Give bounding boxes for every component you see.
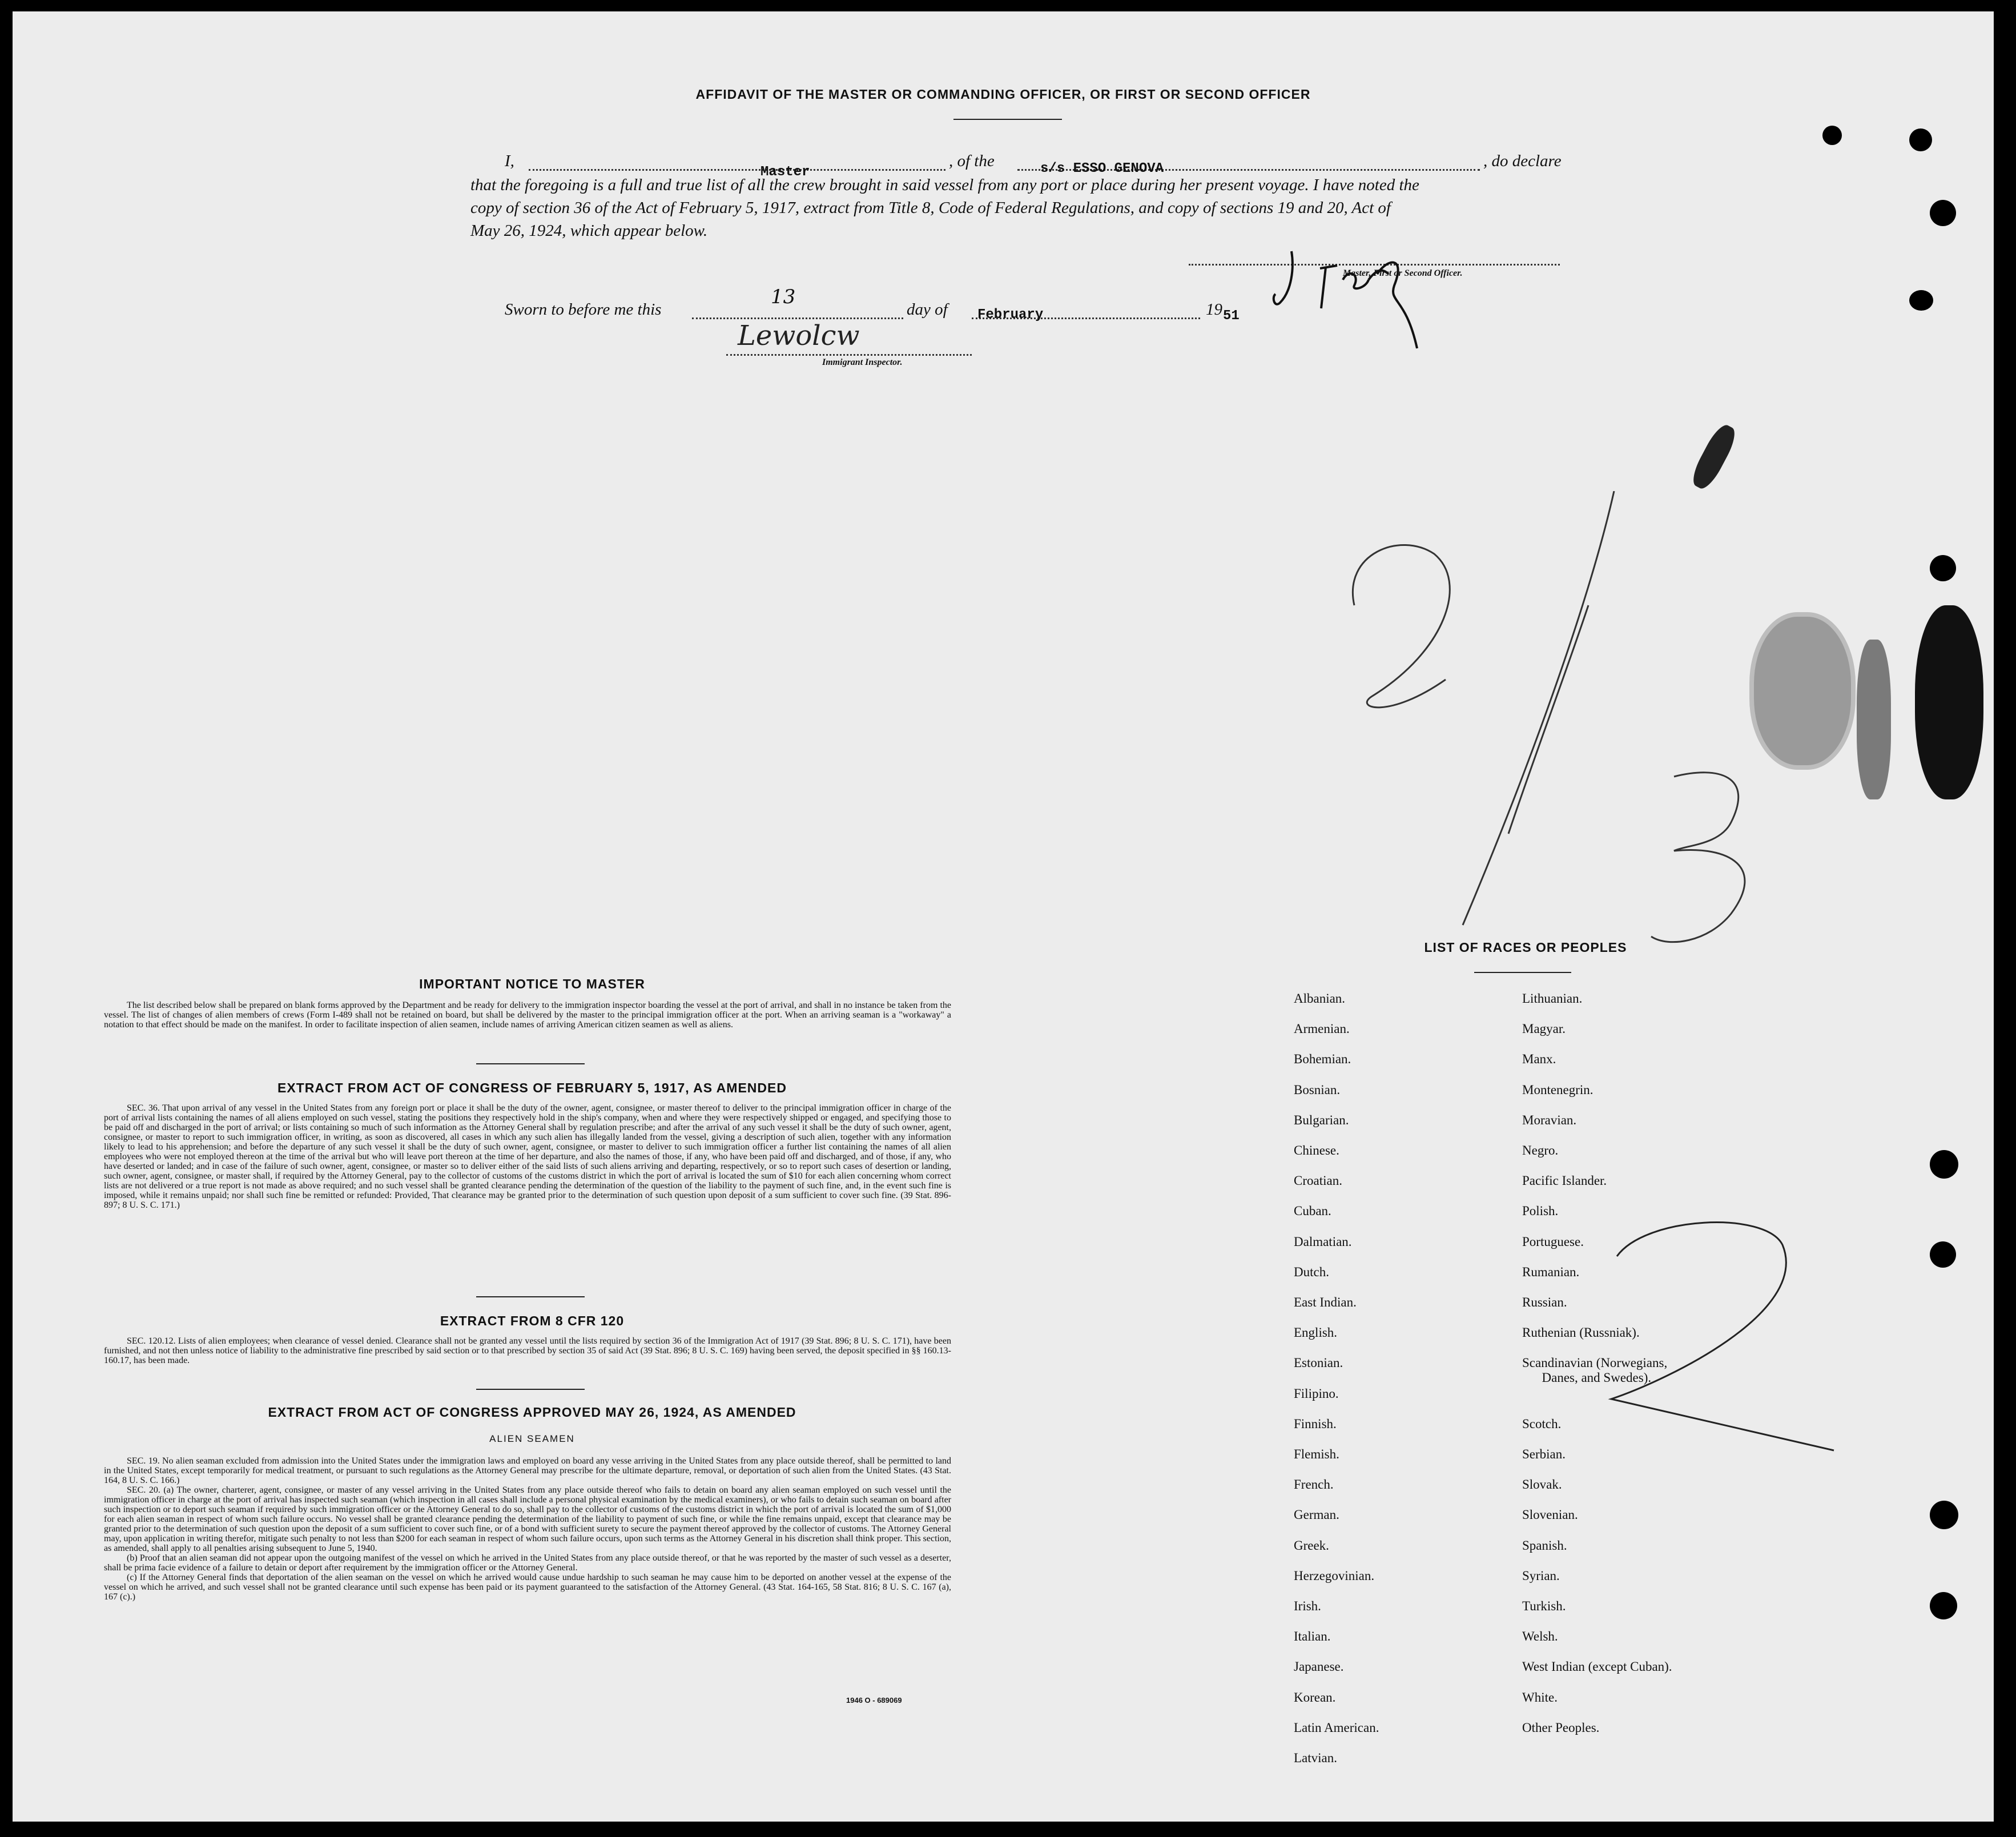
title-rule xyxy=(953,119,1062,120)
race-item: English. xyxy=(1294,1325,1338,1340)
extract-cfr-body: SEC. 120.12. Lists of alien employees; when clearance of vessel denied. Clearance shall not be granted any vessel until the lists required by section 36 of the Immigration Act of 1917 (39 Stat. 896; 8 U. S. C. 171), have been furnished, and not then unless notice of liability to the administrative fine prescribed by said section or to that prescribed by section 35 of said Act (39 Stat. 896; 8 U. S. C. 169) having been served, the deposit specified in §§ 160.13-160.17, has been made. xyxy=(104,1336,951,1365)
handwritten-date-text xyxy=(1326,525,1327,526)
race-item: Portuguese. xyxy=(1522,1234,1584,1249)
race-item: Albanian. xyxy=(1294,991,1346,1006)
punch-hole xyxy=(1930,1241,1956,1268)
punch-hole xyxy=(1930,1501,1958,1529)
race-item: Ruthenian (Russniak). xyxy=(1522,1325,1640,1340)
race-item: Scandinavian (Norwegians, Danes, and Swedes). xyxy=(1522,1356,1668,1385)
extract1924-subheading: ALIEN SEAMEN xyxy=(489,1433,575,1444)
race-item: Dalmatian. xyxy=(1294,1234,1352,1249)
section-rule xyxy=(476,1296,585,1297)
ink-smudge xyxy=(1688,421,1740,493)
section-rule xyxy=(476,1063,585,1064)
extract1924-body xyxy=(104,1456,951,1602)
affidavit-line3: copy of section 36 of the Act of February 5, 1917, extract from Title 8, Code of Federal Regulations, and copy of sections 19 and 20, Act of xyxy=(470,199,1391,217)
race-item: Welsh. xyxy=(1522,1629,1558,1644)
hole-mark xyxy=(1909,290,1933,311)
race-item: Rumanian. xyxy=(1522,1264,1580,1279)
sworn-prefix: Sworn to before me this xyxy=(505,300,662,319)
notice-body: The list described below shall be prepared on blank forms approved by the Department and be ready for delivery to the immigration inspector boarding the vessel at the port of arrival, and shall in no instance be taken from the vessel. The list of changes of alien members of crews (Form I-489 shall not be retained on board, but shall be delivered by the master to the principal immigration officer at the port. When an arriving seaman is a "workaway" a notation to that effect should be made on the manifest. In order to facilitate inspection of alien seamen, include names of arriving American citizen seamen as well as aliens. xyxy=(104,1000,951,1030)
inspector-signature: Lewolcw xyxy=(738,320,860,352)
print-code: 1946 O - 689069 xyxy=(846,1696,902,1705)
race-item: Cuban. xyxy=(1294,1204,1331,1219)
race-item: Croatian. xyxy=(1294,1173,1342,1188)
race-item: Magyar. xyxy=(1522,1022,1566,1036)
race-item: East Indian. xyxy=(1294,1295,1357,1309)
seal-mark xyxy=(1857,640,1891,799)
inspector-label: Immigrant Inspector. xyxy=(822,357,903,367)
extract-cfr-heading: EXTRACT FROM 8 CFR 120 xyxy=(440,1313,625,1328)
race-item: Bosnian. xyxy=(1294,1082,1341,1097)
race-item: Spanish. xyxy=(1522,1538,1567,1553)
race-item: Turkish. xyxy=(1522,1599,1566,1613)
race-item: Dutch. xyxy=(1294,1264,1329,1279)
name-blank xyxy=(529,169,945,171)
race-item: Latvian. xyxy=(1294,1751,1337,1765)
day-blank xyxy=(692,317,903,319)
punch-hole xyxy=(1930,555,1956,581)
race-item: Filipino. xyxy=(1294,1386,1339,1401)
vessel-value: s/s ESSO GENOVA xyxy=(1040,161,1164,176)
race-item: Finnish. xyxy=(1294,1416,1337,1431)
race-item: Montenegrin. xyxy=(1522,1082,1594,1097)
race-item: Italian. xyxy=(1294,1629,1331,1644)
punch-hole xyxy=(1930,200,1956,226)
affidavit-line2: that the foregoing is a full and true list of all the crew brought in said vessel from any port or place during her present voyage. I have noted the xyxy=(470,176,1419,194)
year-prefix: 19 xyxy=(1206,300,1222,319)
race-item: Syrian. xyxy=(1522,1568,1560,1583)
race-item: Slovenian. xyxy=(1522,1508,1578,1522)
sec20c-text: (c) If the Attorney General finds that deportation of the alien seaman on the vessel on which he arrived would cause undue hardship to such seaman he may cause him to be deported on another vessel at the expense of the vessel on which he arrived, and such vessel shall not be granted clearance until such expense has been paid or its payment guaranteed to the satisfaction of the Attorney General. (43 Stat. 164-165, 58 Stat. 816; 8 U. S. C. 167 (a), 167 (c).) xyxy=(104,1573,951,1602)
handwritten-date xyxy=(1320,491,1788,982)
sec20a-text: SEC. 20. (a) The owner, charterer, agent, consignee, or master of any vessel arriving in the United States from any place outside thereof who fails to detain on board any alien seaman employed on such vessel until the immigration officer in charge at the port of arrival has inspected such seaman (which inspection in all cases shall include a personal physical examination by the medical examiners), or who fails to detain such seaman on board after such inspection or to deport such seaman if required by such immigration officer or the Attorney General to do so, shall pay to the collector of customs of the customs district in which the port of arrival is located the sum of $1,000 for each alien seaman in respect of whom such failure occurs. No vessel shall be granted clearance pending the determination of the liability to payment of such fine, or while the fine remains unpaid, except that clearance may be granted prior to the determination of such question upon the deposit of a sum sufficient to cover such fine, or of a bond with sufficient surety to secure the payment thereof approved by the collector of customs. The Attorney General may, upon application in writing therefor, mitigate such penalty to not less than $200 for each seaman in respect of whom such failure occurs, upon such terms as the Attorney General in his discretion shall think proper. This section, as amended, shall apply to all penalties arising subsequent to June 5, 1940. xyxy=(104,1485,951,1553)
extract1924-heading: EXTRACT FROM ACT OF CONGRESS APPROVED MAY 26, 1924, AS AMENDED xyxy=(268,1405,796,1420)
master-signature xyxy=(1269,234,1486,371)
affidavit-line4: May 26, 1924, which appear below. xyxy=(470,222,708,240)
affidavit-line1-mid: , of the xyxy=(949,152,995,170)
notice-heading: IMPORTANT NOTICE TO MASTER xyxy=(419,976,645,991)
race-item: Herzegovinian. xyxy=(1294,1568,1375,1583)
sec19-text: SEC. 19. No alien seaman excluded from admission into the United States under the immigration laws and employed on board any vesse arriving in the United States from any place outside thereof, shall be permitted to land in the United States, except temporarily for medical treatment, or pursuant to such regulations as the Attorney General may prescribe for the ultimate departure, removal, or deportation of such alien from the United States. (43 Stat. 164, 8 U. S. C. 166.) xyxy=(104,1456,951,1485)
race-item: German. xyxy=(1294,1508,1339,1522)
sworn-month: February xyxy=(977,307,1044,323)
race-item: Bohemian. xyxy=(1294,1052,1351,1067)
race-item: Japanese. xyxy=(1294,1659,1344,1674)
day-of-label: day of xyxy=(907,300,948,319)
wax-seal xyxy=(1915,605,1983,799)
race-item: Pacific Islander. xyxy=(1522,1173,1607,1188)
race-item: Russian. xyxy=(1522,1295,1567,1309)
race-item: Latin American. xyxy=(1294,1720,1379,1735)
race-item: West Indian (except Cuban). xyxy=(1522,1659,1672,1674)
document-page xyxy=(13,11,1994,1822)
race-item: Korean. xyxy=(1294,1690,1336,1705)
race-item: Polish. xyxy=(1522,1204,1559,1219)
race-item: Moravian. xyxy=(1522,1112,1577,1127)
punch-hole xyxy=(1930,1592,1957,1619)
race-item: Chinese. xyxy=(1294,1143,1339,1157)
extract1917-body: SEC. 36. That upon arrival of any vessel in the United States from any foreign port or place it shall be the duty of the owner, agent, consignee, or master thereof to deliver to the principal immigration officer in charge of the port of arrival lists containing the names of all aliens employed on such vessel, stating the positions they respectively hold in the ship's company, when and where they were respectively shipped or engaged, and specifying those to be paid off and discharged in the port of arrival; or lists containing so much of such information as the Attorney General shall by regulation prescribe; and after the arrival of any such vessel it shall be the duty of such owner, agent, consignee, or master to report to such immigration officer, in writing, as soon as discovered, all cases in which any such alien has illegally landed from the vessel, giving a description of such alien, together with any information likely to lead to his apprehension; and before the departure of any such vessel it shall be the duty of such owner, agent, consignee, or master to deliver to such immigration officer a further list containing the names of all alien employees who were not employed thereon at the time of the arrival but who will leave port thereon at the time of her departure, and also the names of those, if any, who have been paid off and discharged, and of those, if any, who have deserted or landed; and in case of the failure of such owner, agent, consignee, or master so to deliver either of the said lists of such aliens arriving and departing, respectively, or so to report such cases of desertion or landing, such owner, agent, consignee, or master shall, if required by the Attorney General, pay to the collector of customs of the customs district in which the port of arrival is located the sum of $10 for each alien concerning whom correct lists are not delivered or a true report is not made as above required; and no such vessel shall be granted clearance pending the determination of the question of the liability to the payment of such fine, and, in the event such fine is imposed, while it remains unpaid; nor shall such fine be remitted or refunded: Provided, That clearance may be granted prior to the determination of such question upon deposit of a sum sufficient to cover such fine. (39 Stat. 896-897; 8 U. S. C. 171.) xyxy=(104,1103,951,1210)
rank-value: Master xyxy=(760,164,810,180)
signer-label: Master, First or Second Officer. xyxy=(1343,268,1463,278)
seal-stamp xyxy=(1754,617,1851,765)
punch-hole xyxy=(1930,1150,1958,1179)
race-item: Armenian. xyxy=(1294,1022,1350,1036)
race-item: French. xyxy=(1294,1477,1334,1492)
affidavit-line1-suffix: , do declare xyxy=(1483,152,1562,170)
affidavit-line1-prefix: I, xyxy=(505,152,514,170)
year-suffix: 51 xyxy=(1223,308,1240,324)
race-item: Negro. xyxy=(1522,1143,1559,1157)
extract1917-heading: EXTRACT FROM ACT OF CONGRESS OF FEBRUARY 5, 1917, AS AMENDED xyxy=(277,1080,787,1095)
race-item: Estonian. xyxy=(1294,1356,1343,1370)
race-item: Flemish. xyxy=(1294,1447,1339,1461)
hole-mark xyxy=(1822,126,1842,145)
race-item: Bulgarian. xyxy=(1294,1112,1349,1127)
race-item: White. xyxy=(1522,1690,1558,1705)
race-item: Scotch. xyxy=(1522,1416,1562,1431)
race-item: Other Peoples. xyxy=(1522,1720,1600,1735)
races-rule xyxy=(1474,972,1571,973)
section-rule xyxy=(476,1389,585,1390)
hole-mark xyxy=(1909,128,1932,151)
handwritten-two xyxy=(1594,1199,1845,1462)
race-item: Lithuanian. xyxy=(1522,991,1583,1006)
affidavit-title: AFFIDAVIT OF THE MASTER OR COMMANDING OFFICER, OR FIRST OR SECOND OFFICER xyxy=(695,87,1311,102)
sworn-day: 13 xyxy=(771,286,796,308)
race-item: Irish. xyxy=(1294,1599,1321,1613)
race-item: Serbian. xyxy=(1522,1447,1566,1461)
race-item: Greek. xyxy=(1294,1538,1329,1553)
race-item: Manx. xyxy=(1522,1052,1556,1067)
sec20b-text: (b) Proof that an alien seaman did not appear upon the outgoing manifest of the vessel on which he arrived in the United States from any place outside thereof, or that he was reported by the master of such vessel as a deserter, shall be prima facie evidence of a failure to detain or deport after requirement by the immigration officer or the Attorney General. xyxy=(104,1553,951,1573)
inspector-blank xyxy=(726,354,972,356)
races-heading: LIST OF RACES OR PEOPLES xyxy=(1424,940,1627,955)
race-item: Slovak. xyxy=(1522,1477,1562,1492)
